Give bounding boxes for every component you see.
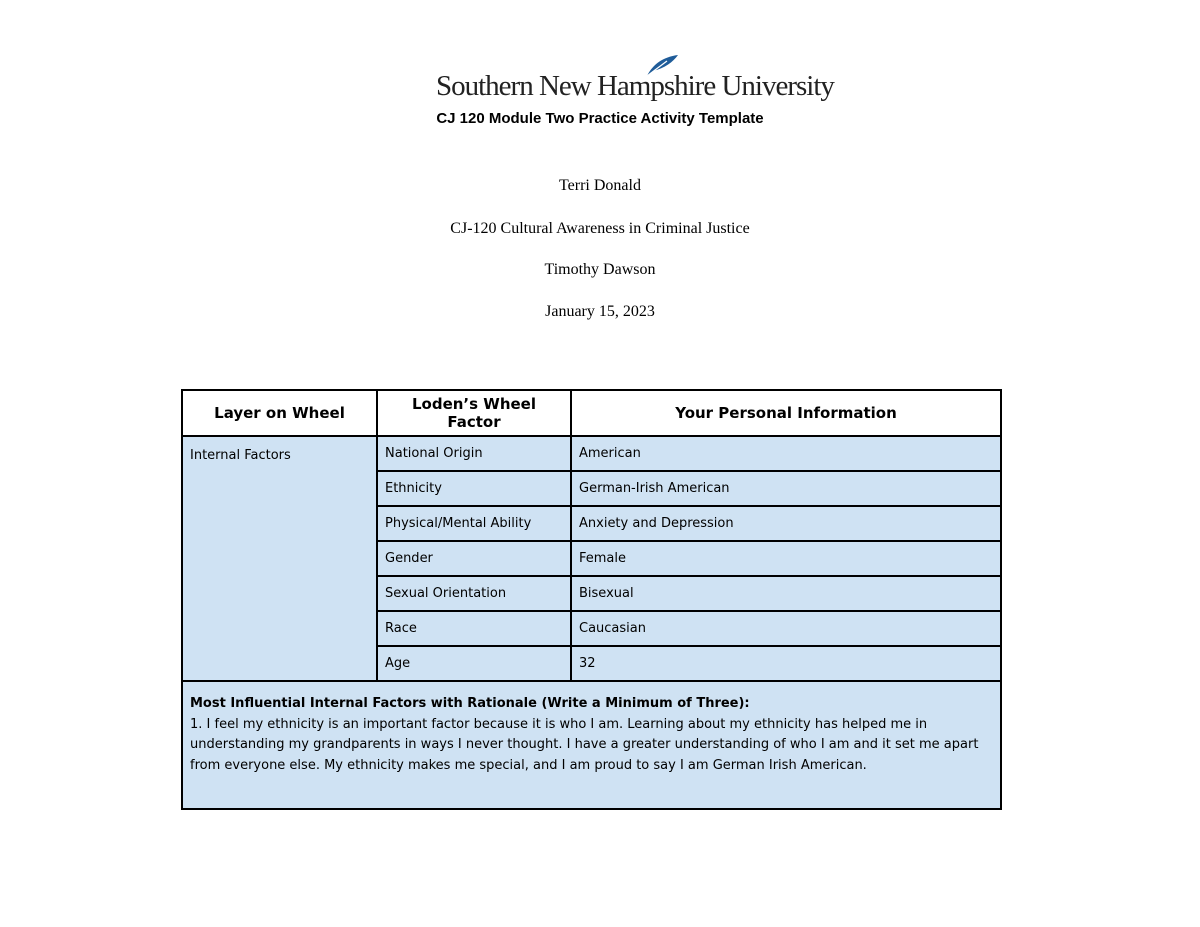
lodens-wheel-table (181, 389, 1002, 810)
layer-cell: Internal Factors (182, 436, 377, 681)
university-logo (436, 54, 834, 106)
table-header-row (182, 390, 1001, 436)
document-date: January 15, 2023 (545, 303, 655, 320)
table-row (182, 436, 1001, 471)
factor-cell: Sexual Orientation (377, 576, 571, 611)
logo-text: Southern New Hampshire University (436, 70, 834, 102)
factor-cell: Race (377, 611, 571, 646)
document-title: CJ 120 Module Two Practice Activity Template (436, 110, 764, 127)
rationale-text: 1. I feel my ethnicity is an important factor because it is who I am. Learning about my ethnicity has helped me in understanding my grandparents in ways I never thought. I have a greater understanding of who I am and it set me apart from everyone else. My ethnicity makes me special, and I am proud to say I am German Irish American. (190, 716, 979, 773)
rationale-heading: Most Influential Internal Factors with Rationale (Write a Minimum of Three): (190, 696, 750, 711)
info-cell: Bisexual (571, 576, 1001, 611)
rationale-row (182, 681, 1001, 809)
rationale-cell (182, 681, 1001, 809)
info-cell: Anxiety and Depression (571, 506, 1001, 541)
factor-cell: Physical/Mental Ability (377, 506, 571, 541)
instructor-name: Timothy Dawson (544, 261, 656, 278)
header-personal-information: Your Personal Information (571, 390, 1001, 436)
header-wheel-factor: Loden’s Wheel Factor (377, 390, 571, 436)
info-cell: Caucasian (571, 611, 1001, 646)
student-name: Terri Donald (559, 177, 641, 194)
info-cell: American (571, 436, 1001, 471)
factor-cell: Age (377, 646, 571, 681)
course-name: CJ-120 Cultural Awareness in Criminal Justice (450, 220, 750, 237)
factor-cell: Gender (377, 541, 571, 576)
info-cell: German-Irish American (571, 471, 1001, 506)
info-cell: Female (571, 541, 1001, 576)
factor-cell: National Origin (377, 436, 571, 471)
feather-icon (645, 54, 679, 78)
info-cell: 32 (571, 646, 1001, 681)
header-layer-on-wheel: Layer on Wheel (182, 390, 377, 436)
factor-cell: Ethnicity (377, 471, 571, 506)
